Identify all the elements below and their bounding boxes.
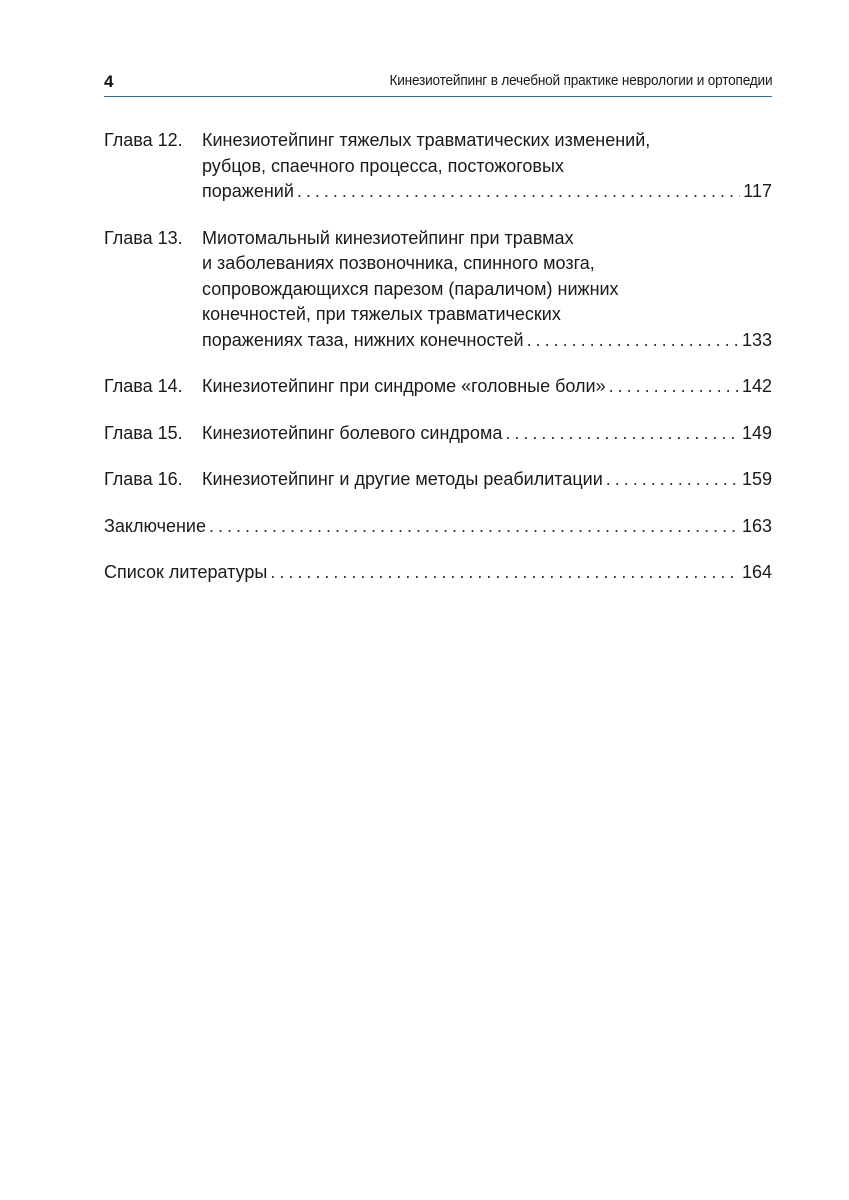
title-last-line (202, 328, 772, 354)
toc-entry-chapter-12[interactable] (104, 128, 772, 205)
entry-title: Список литературы (104, 562, 268, 582)
title-line: и заболеваниях позвоночника, спинного мозга, (202, 253, 595, 273)
title-line: поражениях таза, нижних конечностей (202, 329, 524, 350)
page-reference: 142 (741, 376, 772, 396)
dot-leader (297, 179, 740, 204)
chapter-label: Глава 13. (104, 227, 183, 248)
title-last-line (104, 514, 772, 540)
running-header (104, 68, 772, 97)
title-line: конечностей, при тяжелых травматических (202, 304, 561, 324)
page-reference: 164 (741, 562, 772, 582)
chapter-title (202, 467, 772, 493)
title-line: поражений (202, 181, 294, 201)
chapter-title (202, 421, 772, 447)
dot-leader (270, 560, 739, 585)
title-line: сопровождающихся парезом (параличом) нижних (202, 278, 619, 299)
chapter-label: Глава 14. (104, 376, 183, 396)
toc-entry-chapter-15[interactable] (104, 421, 772, 447)
title-last-line (104, 560, 772, 586)
title-line: Кинезиотейпинг и другие методы реабилитации (202, 469, 603, 489)
page-number: 4 (104, 72, 114, 91)
dot-leader (527, 328, 739, 353)
chapter-label: Глава 16. (104, 469, 183, 489)
page-reference: 149 (741, 422, 772, 443)
dot-leader (609, 374, 739, 399)
dot-leader (209, 514, 739, 539)
toc-entry-conclusion[interactable] (104, 514, 772, 540)
title-last-line (202, 421, 772, 447)
entry-title: Заключение (104, 515, 206, 536)
toc-entry-chapter-16[interactable] (104, 467, 772, 493)
chapter-title (202, 128, 772, 205)
running-title: Кинезиотейпинг в лечебной практике неврологии и ортопедии (389, 73, 772, 89)
title-last-line (202, 179, 772, 205)
page-reference: 159 (741, 469, 772, 489)
title-line: Кинезиотейпинг при синдроме «головные боли» (202, 376, 606, 396)
title-line: Кинезиотейпинг болевого синдрома (202, 422, 503, 443)
table-of-contents (104, 128, 772, 607)
page-reference: 117 (743, 181, 772, 201)
toc-entry-references[interactable] (104, 560, 772, 586)
title-line: Миотомальный кинезиотейпинг при травмах (202, 227, 574, 248)
title-last-line (202, 374, 772, 400)
chapter-label: Глава 12. (104, 130, 183, 150)
page-reference: 163 (741, 515, 772, 536)
chapter-title (202, 374, 772, 400)
toc-entry-chapter-14[interactable] (104, 374, 772, 400)
dot-leader (505, 421, 739, 446)
title-last-line (202, 467, 772, 493)
title-line: Кинезиотейпинг тяжелых травматических изменений, (202, 130, 651, 150)
title-line: рубцов, спаечного процесса, постожоговых (202, 155, 564, 176)
dot-leader (606, 467, 739, 492)
toc-entry-chapter-13[interactable] (104, 226, 772, 354)
chapter-title (202, 226, 772, 354)
chapter-label: Глава 15. (104, 422, 183, 443)
page-reference: 133 (741, 329, 772, 350)
